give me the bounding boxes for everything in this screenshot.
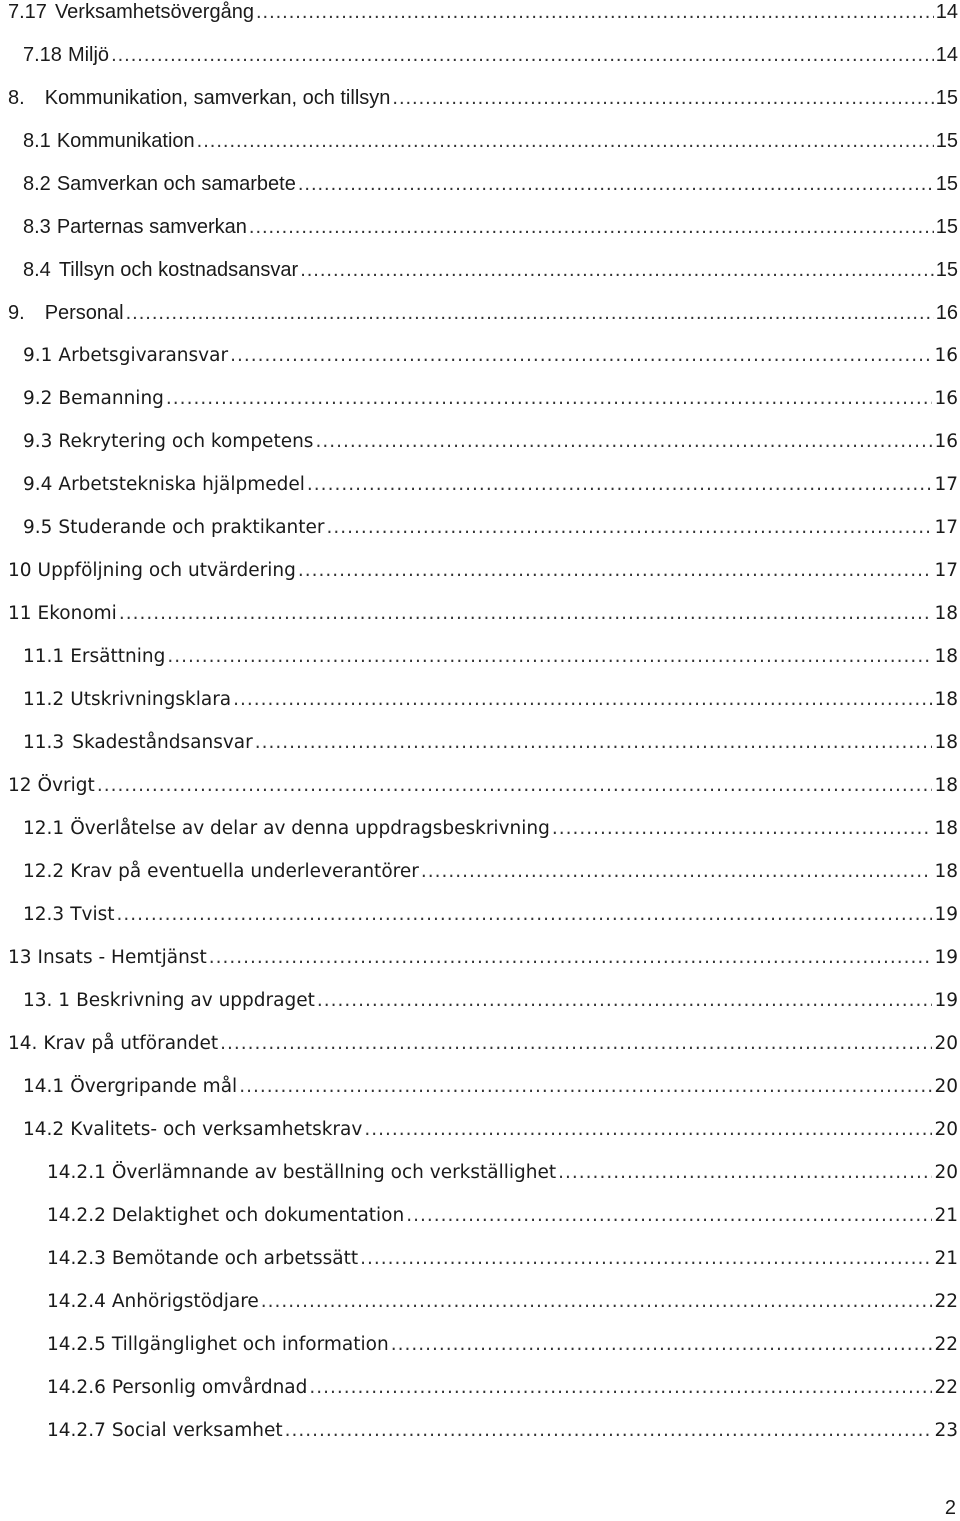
toc-entry-page: 15 <box>935 216 958 238</box>
toc-entry[interactable] <box>0 771 960 801</box>
toc-entry[interactable] <box>0 1330 960 1360</box>
page-number: 2 <box>944 1497 956 1519</box>
toc-entry-page: 15 <box>935 130 958 152</box>
dot-leader <box>256 0 934 27</box>
toc-entry-page: 14 <box>935 1 958 23</box>
dot-leader <box>111 40 934 70</box>
toc-entry-number: 8.2 <box>23 173 51 195</box>
dot-leader <box>119 599 933 629</box>
dot-leader <box>220 1029 932 1059</box>
toc-entry-page: 15 <box>935 173 958 195</box>
toc-entry-title: Insats - Hemtjänst <box>37 947 207 968</box>
toc-entry[interactable] <box>0 126 960 156</box>
toc-entry-page: 18 <box>934 689 958 710</box>
toc-entry-title: Anhörigstödjare <box>111 1291 259 1312</box>
toc-entry-number: 14.2.3 <box>47 1248 106 1269</box>
toc-entry-page: 15 <box>935 259 958 281</box>
dot-leader <box>360 1244 932 1274</box>
dot-leader <box>364 1115 932 1145</box>
dot-leader <box>116 900 932 930</box>
toc-entry-page: 18 <box>934 861 958 882</box>
toc-entry[interactable] <box>0 642 960 672</box>
toc-entry[interactable] <box>0 1416 960 1446</box>
dot-leader <box>126 298 934 328</box>
toc-entry-title: Arbetstekniska hjälpmedel <box>58 474 305 495</box>
toc-entry-title: Delaktighet och dokumentation <box>111 1205 405 1226</box>
toc-entry-number: 11.2 <box>23 689 65 710</box>
toc-entry[interactable] <box>0 943 960 973</box>
toc-entry-number: 9.5 <box>23 517 53 538</box>
toc-entry-page: 17 <box>934 517 958 538</box>
dot-leader <box>391 1330 933 1360</box>
toc-entry-title: Krav på utförandet <box>43 1033 219 1054</box>
toc-entry-title: Övrigt <box>37 775 95 796</box>
toc-entry-number: 14.2.6 <box>47 1377 106 1398</box>
toc-entry[interactable] <box>0 212 960 242</box>
toc-entry-title: Rekrytering och kompetens <box>58 431 314 452</box>
toc-entry[interactable] <box>0 814 960 844</box>
toc-entry-page: 21 <box>934 1205 958 1226</box>
toc-entry-page: 22 <box>934 1291 958 1312</box>
dot-leader <box>309 1373 932 1403</box>
toc-entry-page: 17 <box>934 474 958 495</box>
dot-leader <box>406 1201 932 1231</box>
toc-entry-number: 11 <box>8 603 32 624</box>
toc-entry[interactable] <box>0 556 960 586</box>
toc-entry-number: 12.3 <box>23 904 65 925</box>
toc-entry-title: Överlämnande av beställning och verkställighet <box>111 1162 557 1183</box>
toc-entry-number: 11.3 <box>23 732 65 753</box>
toc-entry-number: 7.17 <box>8 1 47 23</box>
dot-leader <box>298 169 934 199</box>
toc-entry-title: Beskrivning av uppdraget <box>76 990 315 1011</box>
toc-entry-page: 21 <box>934 1248 958 1269</box>
toc-entry-page: 18 <box>934 818 958 839</box>
toc-entry-title: Bemötande och arbetssätt <box>111 1248 359 1269</box>
toc-entry-number: 8.3 <box>23 216 51 238</box>
dot-leader <box>285 1416 933 1446</box>
toc-entry[interactable] <box>0 83 960 113</box>
toc-entry-title: Kommunikation <box>56 130 195 152</box>
toc-entry-title: Tillgänglighet och information <box>111 1334 389 1355</box>
toc-entry[interactable] <box>0 685 960 715</box>
dot-leader <box>209 943 933 973</box>
dot-leader <box>261 1287 933 1317</box>
toc-entry-title: Uppföljning och utvärdering <box>37 560 296 581</box>
toc-entry-number: 12.1 <box>23 818 65 839</box>
toc-entry-page: 15 <box>935 87 958 109</box>
dot-leader <box>239 1072 932 1102</box>
toc-entry[interactable] <box>0 728 960 758</box>
dot-leader <box>552 814 933 844</box>
toc-entry-number: 10 <box>8 560 32 581</box>
toc-entry-number: 7.18 <box>23 44 62 66</box>
toc-entry[interactable] <box>0 986 960 1016</box>
dot-leader <box>327 513 933 543</box>
toc-entry-number: 9.1 <box>23 345 53 366</box>
toc-entry-number: 12 <box>8 775 32 796</box>
toc-entry[interactable] <box>0 341 960 371</box>
toc-entry-number: 14.2.1 <box>47 1162 106 1183</box>
toc-entry-page: 18 <box>934 775 958 796</box>
toc-entry[interactable] <box>0 1373 960 1403</box>
toc-entry-page: 19 <box>934 904 958 925</box>
toc-entry-title: Social verksamhet <box>111 1420 283 1441</box>
toc-entry-number: 11.1 <box>23 646 65 667</box>
toc-entry-number: 9.4 <box>23 474 53 495</box>
toc-entry-page: 16 <box>934 388 958 409</box>
toc-entry[interactable] <box>0 40 960 70</box>
dot-leader <box>249 212 934 242</box>
toc-entry-page: 20 <box>934 1119 958 1140</box>
toc-entry-title: Verksamhetsövergång <box>54 1 254 23</box>
toc-entry[interactable] <box>0 1244 960 1274</box>
toc-entry-title: Överlåtelse av delar av denna uppdragsbeskrivning <box>70 818 550 839</box>
toc-entry[interactable] <box>0 599 960 629</box>
toc-entry-number: 8.4 <box>23 259 51 281</box>
toc-entry-number: 8. <box>8 87 25 109</box>
toc-entry-title: Utskrivningsklara <box>70 689 232 710</box>
toc-entry[interactable] <box>0 298 960 328</box>
toc-entry-page: 16 <box>934 345 958 366</box>
toc-entry-title: Personal <box>44 302 124 324</box>
toc-entry-title: Kvalitets- och verksamhetskrav <box>70 1119 363 1140</box>
toc-entry-page: 20 <box>934 1076 958 1097</box>
dot-leader <box>558 1158 932 1188</box>
toc-entry-page: 20 <box>934 1162 958 1183</box>
dot-leader <box>167 642 932 672</box>
toc-entry[interactable] <box>0 857 960 887</box>
toc-entry-number: 13. 1 <box>23 990 71 1011</box>
toc-entry-title: Ersättning <box>70 646 166 667</box>
toc-entry[interactable] <box>0 169 960 199</box>
toc-entry-page: 22 <box>934 1334 958 1355</box>
toc-entry[interactable] <box>0 255 960 285</box>
dot-leader <box>315 427 932 457</box>
toc-entry-number: 14.2 <box>23 1119 65 1140</box>
toc-entry-number: 13 <box>8 947 32 968</box>
toc-entry-number: 8.1 <box>23 130 51 152</box>
toc-entry-page: 16 <box>935 302 958 324</box>
dot-leader <box>307 470 933 500</box>
toc-entry-title: Studerande och praktikanter <box>58 517 325 538</box>
dot-leader <box>421 857 933 887</box>
toc-entry[interactable] <box>0 1201 960 1231</box>
toc-entry-page: 19 <box>934 947 958 968</box>
toc-entry[interactable] <box>0 384 960 414</box>
toc-entry-number: 14.2.5 <box>47 1334 106 1355</box>
dot-leader <box>197 126 934 156</box>
toc-entry-title: Ekonomi <box>37 603 117 624</box>
dot-leader <box>300 255 934 285</box>
toc-entry[interactable] <box>0 513 960 543</box>
toc-entry-page: 22 <box>934 1377 958 1398</box>
toc-entry-title: Miljö <box>67 44 110 66</box>
toc-entry-title: Tillsyn och kostnadsansvar <box>58 259 299 281</box>
toc-entry-title: Bemanning <box>58 388 164 409</box>
toc-entry-number: 9.3 <box>23 431 53 452</box>
toc-entry-number: 9. <box>8 302 25 324</box>
toc-entry[interactable] <box>0 1029 960 1059</box>
dot-leader <box>255 728 933 758</box>
dot-leader <box>97 771 933 801</box>
dot-leader <box>317 986 933 1016</box>
toc-entry-page: 14 <box>935 44 958 66</box>
dot-leader <box>230 341 932 371</box>
toc-entry-title: Arbetsgivaransvar <box>58 345 229 366</box>
toc-entry-number: 12.2 <box>23 861 65 882</box>
dot-leader <box>298 556 933 586</box>
dot-leader <box>392 83 933 113</box>
toc-entry-title: Tvist <box>70 904 115 925</box>
toc-entry-page: 16 <box>934 431 958 452</box>
toc-entry[interactable] <box>0 470 960 500</box>
toc-entry-title: Övergripande mål <box>70 1076 238 1097</box>
toc-entry[interactable] <box>0 1115 960 1145</box>
toc-entry-page: 17 <box>934 560 958 581</box>
toc-entry-page: 19 <box>934 990 958 1011</box>
toc-entry-number: 9.2 <box>23 388 53 409</box>
toc-entry-number: 14.2.7 <box>47 1420 106 1441</box>
toc-entry[interactable] <box>0 1158 960 1188</box>
toc-entry-page: 18 <box>934 603 958 624</box>
toc-entry[interactable] <box>0 900 960 930</box>
toc-entry-number: 14.2.2 <box>47 1205 106 1226</box>
toc-entry[interactable] <box>0 1072 960 1102</box>
toc-entry-title: Parternas samverkan <box>56 216 247 238</box>
dot-leader <box>233 685 932 715</box>
toc-entry-page: 18 <box>934 646 958 667</box>
toc-entry[interactable] <box>0 1287 960 1317</box>
toc-entry-title: Kommunikation, samverkan, och tillsyn <box>44 87 391 109</box>
toc-entry-page: 18 <box>934 732 958 753</box>
toc-entry-number: 14. <box>8 1033 38 1054</box>
toc-entry-title: Krav på eventuella underleverantörer <box>70 861 419 882</box>
toc-entry-number: 14.1 <box>23 1076 65 1097</box>
toc-entry-page: 23 <box>934 1420 958 1441</box>
toc-entry-number: 14.2.4 <box>47 1291 106 1312</box>
toc-entry[interactable] <box>0 427 960 457</box>
toc-entry[interactable] <box>0 0 960 27</box>
toc-entry-page: 20 <box>934 1033 958 1054</box>
dot-leader <box>166 384 933 414</box>
toc-entry-title: Personlig omvårdnad <box>111 1377 308 1398</box>
toc-entry-title: Samverkan och samarbete <box>56 173 296 195</box>
toc-entry-title: Skadeståndsansvar <box>72 732 253 753</box>
